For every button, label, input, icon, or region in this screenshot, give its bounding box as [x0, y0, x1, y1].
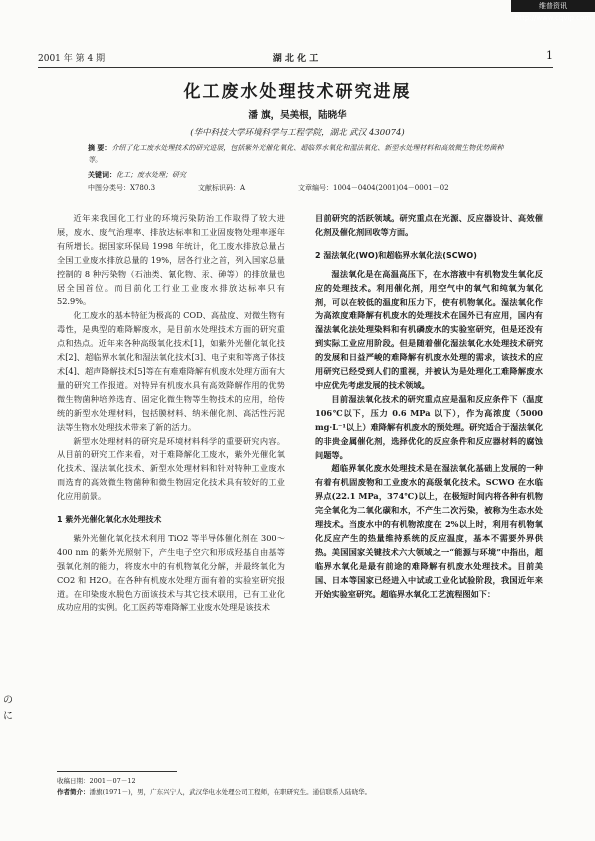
body-paragraph: 目前湿法氧化技术的研究重点应是温和反应条件下（温度 106℃以下，压力 0.6 MPa 以下），作为高浓度（5000 mg·L⁻¹以上）难降解有机废水的预处理。研究适合于湿法氧化的非贵金属催化剂，选择优化的反应条件和反应器材料的腐蚀问题等。 — [315, 393, 543, 460]
author-bio — [57, 787, 535, 798]
body-paragraph: 目前研究的活跃领域。研究重点在光源、反应器设计、高效催化剂及催化剂回收等方面。 — [315, 213, 543, 237]
author-bio-label: 作者简介： — [57, 788, 90, 796]
footnote — [57, 776, 535, 798]
running-head — [38, 51, 553, 65]
site-watermark[interactable]: 维普资讯 http://www.cqvip.com — [511, 0, 595, 12]
issue-label: 2001 年 第 4 期 — [38, 54, 106, 64]
body-paragraph: 湿法氧化是在高温高压下，在水溶液中有机物发生氧化反应的处理技术。利用催化剂，用空气中的氧气和纯氧为氧化剂，可以在较低的温度和压力下，使有机物氧化。湿法氧化作为高浓度难降解有机废水的处理技术在国外已有应用，国内有湿法氧化法处理染料和有机磷废水的实验室研究，但是还没有到实际工业应用阶段。但是随着催化湿法氧化水处理技术研究的发展和日益严峻的难降解有机废水处理的需求，该技术的应用研究已经受到人们的重视，并被认为是处理化工难降解废水中应优先考虑发展的技术领域。 — [315, 268, 543, 390]
section-heading-1: 1 紫外光催化氧化水处理技术 — [57, 515, 162, 525]
abstract-label: 摘 要： — [88, 143, 112, 152]
body-paragraph: 近年来我国化工行业的环境污染防治工作取得了较大进展，废水、废气治理率、排放达标率和工业固废物处理率逐年有所增长。据国家环保局 1998 年统计，化工废水排放总量占全国工业废水排放总量的 19%，居各行业之首，列入国家总量控制的 8 种污染物（石油类、氰化物、汞、砷等）的排放量也居全国首位。而目前化工行业工业废水排放达标率只有 52.9%。 — [57, 213, 285, 307]
page-number: 1 — [546, 49, 553, 62]
journal-name: 湖 北 化 工 — [272, 54, 319, 64]
body-paragraph: 新型水处理材料的研究是环境材料科学的重要研究内容。从目前的研究工作来看，对于难降解化工废水，紫外光催化氧化技术、湿法氧化技术、新型水处理材料和针对特种工业废水而选育的高效微生物菌种和微生物固定化技术具有较好的工业化应用前景。 — [57, 435, 285, 502]
keywords — [88, 170, 186, 180]
body-column-left — [57, 212, 285, 615]
document-code: 文献标识码：A — [198, 184, 246, 192]
keywords-text: 化工；废水处理；研究 — [116, 171, 186, 179]
author-affiliation: (华中科技大学环境科学与工程学院，湖北 武汉 430074) — [190, 128, 405, 138]
abstract-text: 介绍了化工废水处理技术的研究进展，包括紫外光催化氧化、超临界水氧化和湿法氧化、新型水处理材料和高效微生物优势菌种等。 — [88, 144, 504, 164]
abstract — [88, 142, 513, 166]
body-column-right — [315, 212, 543, 601]
header-rule — [38, 67, 553, 68]
received-date: 收稿日期：2001－07－12 — [57, 777, 136, 785]
article-number: 文章编号：1004－0404(2001)04－0001－02 — [298, 184, 449, 192]
classification-line — [88, 183, 513, 194]
article-authors: 潘 旗，吴美根，陆晓华 — [248, 110, 347, 121]
body-paragraph: 紫外光催化氧化技术利用 TiO2 等半导体催化剂在 300～400 nm 的紫外光照射下，产生电子空穴和形成羟基自由基等强氧化剂的能力，将废水中的有机物氧化分解，并最终氧化为 CO2 和 H2O。在各种有机废水处理方面有着的实验室研究报道。在印染废水脱色方面该技术与其它技术联用，已有工业化成功应用的实例。化工医药等难降解工业废水处理是该技术 — [57, 532, 285, 613]
section-heading-2: 2 湿法氧化(WO)和超临界水氧化法(SCWO) — [315, 250, 477, 260]
margin-handwriting: の に — [3, 695, 13, 722]
keywords-label: 关键词： — [88, 170, 116, 179]
body-paragraph: 化工废水的基本特征为极高的 COD、高盐度、对微生物有毒性，是典型的难降解废水，是目前水处理技术方面的研究重点和热点。近年来各种高级氧化技术[1]，如紫外光催化氧化技术[2]、超临界水氧化和湿法氧化技术[3]、电子束和等离子体技术[4]、超声降解技术[5]等在有难难降解有机废水处理方面有大量的研究工作报道。对特异有机废水具有高效降解作用的优势微生物菌种培养选育、固定化微生物等生物技术的应用，给传统的新型水处理材料，包括膜材料、纳米催化剂、高活性污泥法等生物水处理技术带来了新的活力。 — [57, 310, 285, 432]
clc-number: 中图分类号：X780.3 — [88, 184, 156, 192]
author-bio-text: 潘旗(1971－)，男，广东兴宁人，武汉华电水处理公司工程师，在职研究生。通信联系人陆晓华。 — [89, 788, 372, 796]
article-title: 化工废水处理技术研究进展 — [183, 82, 412, 102]
body-paragraph: 超临界氧化废水处理技术是在湿法氧化基础上发展的一种有着有机固废物和工业废水的高级氧化技术。SCWO 在水临界点(22.1 MPa，374℃)以上，在极短时间内将各种有机物完全氧化为二氧化碳和水，不产生二次污染，被称为生态水处理技术。当废水中的有机物浓度在 2%以上时，利用有机物氧化反应产生的热量维持系统的反应温度，基本不需要外界供热。美国国家关键技术六大领域之一“能源与环境”中指出，超临界水氧化是最有前途的难降解有机废水处理技术。目前美国、日本等国家已经进入中试或工业化试验阶段，我国近年来开始实验室研究。超临界水氧化工艺流程图如下： — [315, 463, 543, 599]
footnote-rule — [57, 771, 177, 772]
